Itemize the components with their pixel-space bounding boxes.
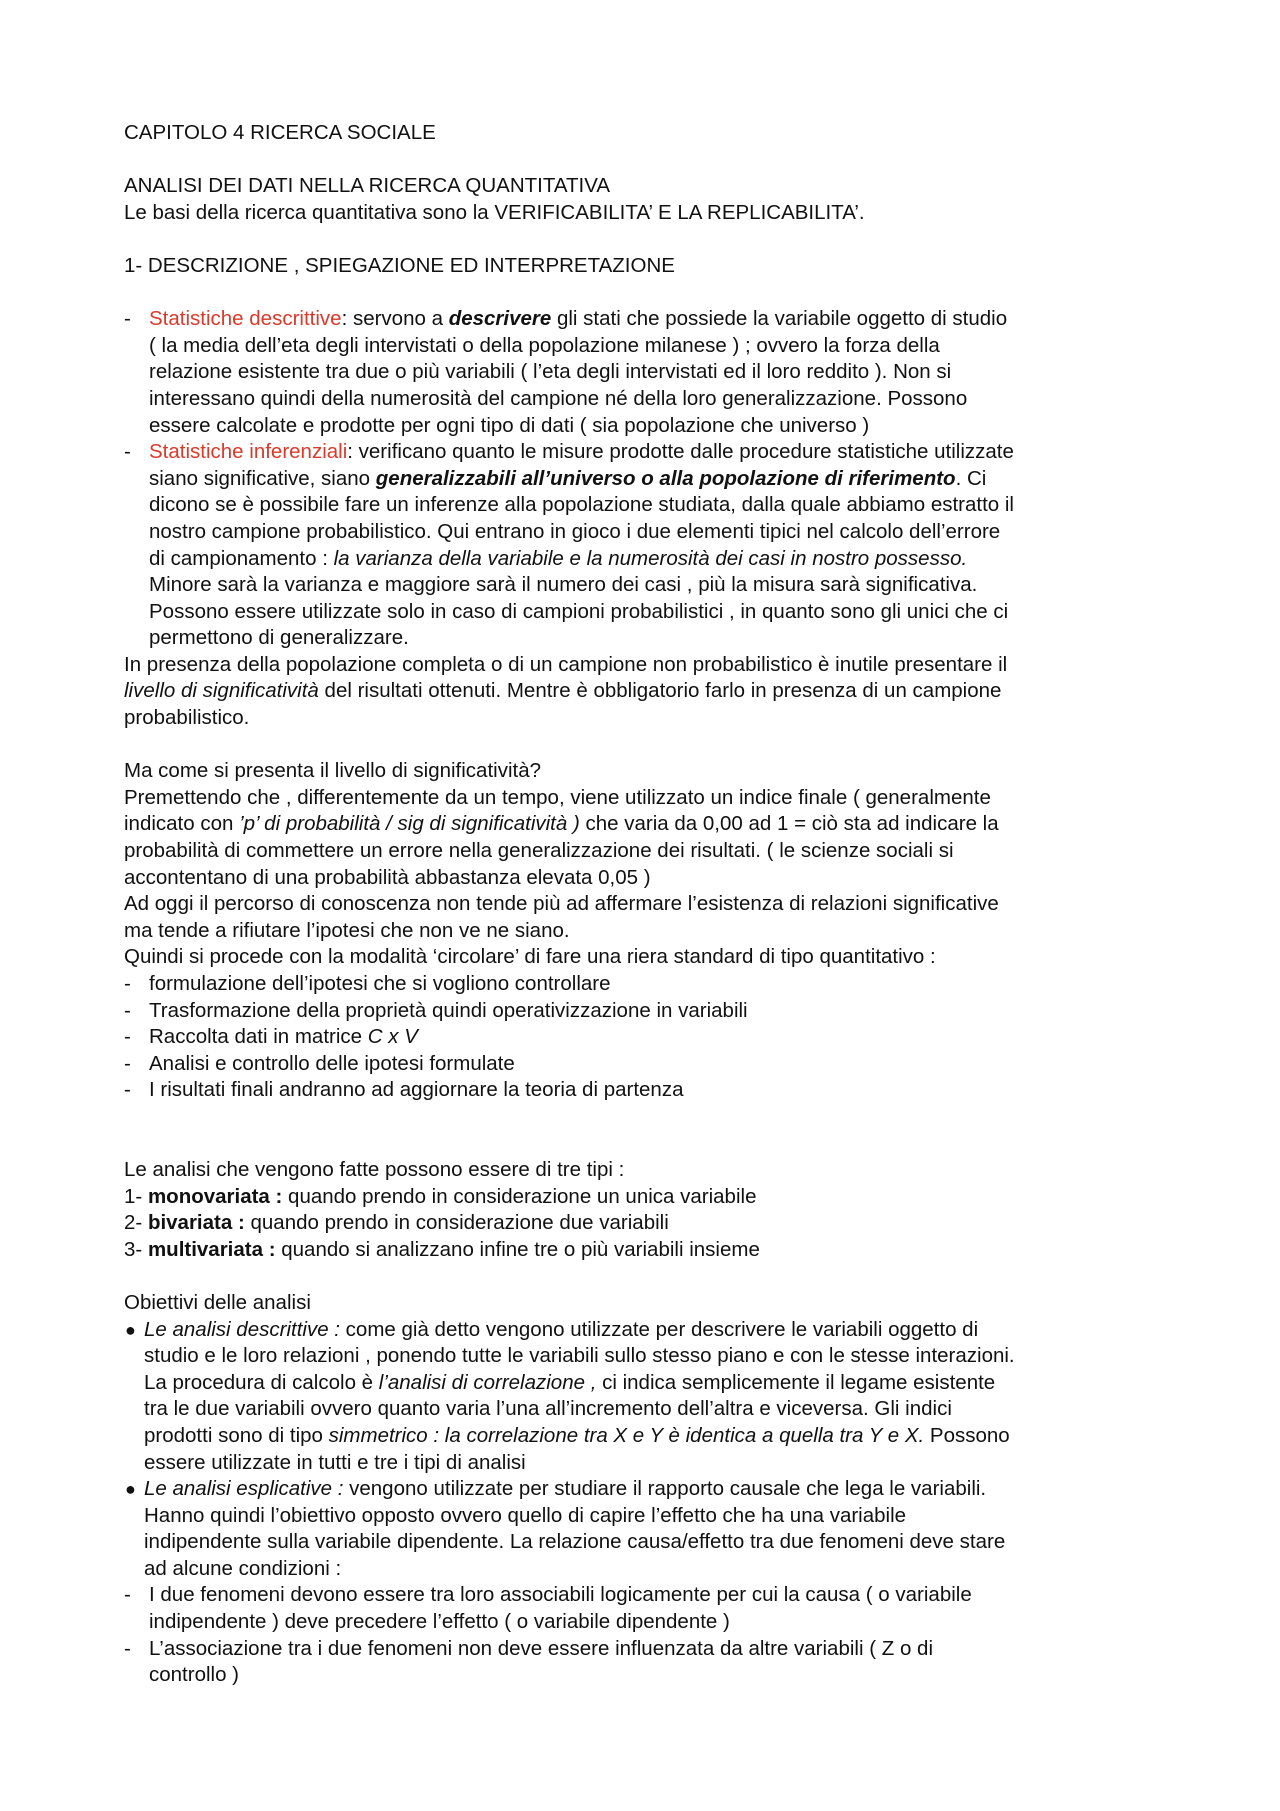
analysis-type-monovariata [124, 1184, 1184, 1211]
dash-marker: - [124, 1636, 131, 1660]
text-run: indicato con [124, 812, 240, 836]
text-line: indipendente sulla variabile dipendente. La relazione causa/effetto tra due fenomeni deve stare [144, 1530, 1006, 1554]
step-item [124, 1051, 1184, 1078]
italic-p-probabilita: ’p’ di probabilità / sig di significatività ) [239, 812, 580, 836]
term-analisi-descrittive: Le analisi descrittive : [144, 1317, 340, 1341]
list-item-statistiche-descrittive [124, 306, 1184, 439]
intro-paragraph: Le basi della ricerca quantitativa sono la VERIFICABILITA’ E LA REPLICABILITA’. [124, 200, 865, 224]
section-heading-descrizione: 1- DESCRIZIONE , SPIEGAZIONE ED INTERPRETAZIONE [124, 253, 675, 277]
text-run: 1- [124, 1184, 148, 1208]
chapter-title: CAPITOLO 4 RICERCA SOCIALE [124, 121, 436, 144]
text-run: 2- [124, 1211, 148, 1235]
term-multivariata: multivariata : [147, 1237, 276, 1261]
term-monovariata: monovariata : [147, 1184, 283, 1208]
text-line: ( la media dell’eta degli intervistati o della popolazione milanese ) ; ovvero la forza della [149, 333, 940, 357]
dash-marker: - [124, 972, 131, 995]
italic-simmetrico: simmetrico : la correlazione tra X e Y è identica a quella tra Y e X. [328, 1423, 925, 1447]
text-line: controllo ) [149, 1663, 240, 1687]
text-line: Premettendo che , differentemente da un tempo, viene utilizzato un indice finale ( generalmente [124, 785, 991, 809]
list-item-statistiche-inferenziali [124, 439, 1184, 652]
text-run: gli stati che possiede la variabile oggetto di studio [551, 307, 1008, 331]
dash-marker: - [124, 1078, 131, 1102]
text-line: relazione esistente tra due o più variabili ( l’eta degli intervistati ed il loro reddito ). Non si [149, 360, 952, 384]
text-run: siano significative, siano [149, 466, 376, 490]
bullet-analisi-esplicative [124, 1476, 1184, 1582]
text-run: ci indica semplicemente il legame esistente [596, 1370, 996, 1394]
step-item [124, 1024, 1184, 1051]
text-run: : servono a [341, 307, 449, 331]
dash-marker: - [124, 307, 131, 331]
text-line: Ad oggi il percorso di conoscenza non tende più ad affermare l’esistenza di relazioni significative [124, 892, 999, 916]
text-line: essere calcolate e prodotte per ogni tipo di dati ( sia popolazione che universo ) [149, 413, 870, 437]
dash-marker: - [124, 440, 131, 464]
text-run: quando si analizzano infine tre o più variabili insieme [275, 1237, 760, 1261]
document-page [124, 120, 1184, 1689]
bullet-marker: ● [125, 1479, 136, 1500]
text-run: . Ci [955, 466, 987, 490]
text-run: prodotti sono di tipo [144, 1423, 329, 1447]
text-run: quando prendo in considerazione due variabili [244, 1211, 669, 1235]
text-run: 3- [124, 1237, 148, 1261]
text-run: del risultati ottenuti. Mentre è obbligatorio farlo in presenza di un campione [318, 679, 1002, 703]
question-line: Ma come si presenta il livello di significatività? [124, 759, 542, 783]
text-line: essere utilizzate in tutti e tre i tipi di analisi [144, 1450, 526, 1474]
text-line: nostro campione probabilistico. Qui entrano in gioco i due elementi tipici nel calcolo dell’errore [149, 519, 1001, 543]
text-line: probabilità di commettere un errore nella generalizzazione dei risultati. ( le scienze sociali si [124, 839, 954, 863]
text-run: quando prendo in considerazione un unica variabile [282, 1184, 757, 1208]
section-heading-analisi: ANALISI DEI DATI NELLA RICERCA QUANTITATIVA [124, 174, 611, 198]
text-line: indipendente ) deve precedere l’effetto ( o variabile dipendente ) [149, 1610, 730, 1634]
text-line: Minore sarà la varianza e maggiore sarà il numero dei casi , più la misura sarà significativa. [149, 573, 978, 597]
text-line: Hanno quindi l’obiettivo opposto ovvero quello di capire l’effetto che ha una variabile [144, 1503, 907, 1527]
text-line: In presenza della popolazione completa o di un campione non probabilistico è inutile presentare il [124, 652, 1008, 676]
term-bivariata: bivariata : [147, 1211, 245, 1235]
text-line: Quindi si procede con la modalità ‘circolare’ di fare una riera standard di tipo quantitativo : [124, 945, 936, 969]
text-line: L’associazione tra i due fenomeni non deve essere influenzata da altre variabili ( Z o di [149, 1636, 934, 1660]
step-text: formulazione dell’ipotesi che si vogliono controllare [149, 972, 611, 995]
text-line: dicono se è possibile fare un inferenze alla popolazione studiata, dalla quale abbiamo estratto il [149, 493, 1014, 517]
emphasis-generalizzabili: generalizzabili all’universo o alla popolazione di riferimento [375, 466, 956, 490]
italic-livello-significativita: livello di significatività [124, 679, 319, 703]
bullet-analisi-descrittive [124, 1317, 1184, 1477]
text-line: probabilistico. [124, 706, 250, 730]
text-run: come già detto vengono utilizzate per descrivere le variabili oggetto di [339, 1317, 979, 1341]
dash-marker: - [124, 998, 131, 1022]
text-run: La procedura di calcolo è [144, 1370, 379, 1394]
term-analisi-esplicative: Le analisi esplicative : [144, 1477, 344, 1501]
text-line: interessano quindi della numerosità del campione né della loro generalizzazione. Possono [149, 386, 968, 410]
analysis-types-intro: Le analisi che vengono fatte possono essere di tre tipi : [124, 1157, 625, 1181]
step-text: Trasformazione della proprietà quindi operativizzazione in variabili [149, 998, 748, 1022]
text-line: studio e le loro relazioni , ponendo tutte le variabili sullo stesso piano e con le stesse interazioni. [144, 1344, 1015, 1368]
text-line: tra le due variabili ovvero quanto varia l’una all’incremento dell’altra e viceversa. Gli indici [144, 1397, 952, 1421]
step-item [124, 998, 1184, 1025]
text-line: I due fenomeni devono essere tra loro associabili logicamente per cui la causa ( o variabile [149, 1583, 972, 1607]
text-line: permettono di generalizzare. [149, 626, 409, 650]
step-text: Raccolta dati in matrice [149, 1025, 368, 1049]
analysis-type-bivariata [124, 1210, 1184, 1237]
step-text: Analisi e controllo delle ipotesi formulate [149, 1051, 515, 1075]
text-run: Possono [924, 1423, 1010, 1447]
step-text: I risultati finali andranno ad aggiornare la teoria di partenza [149, 1078, 684, 1102]
text-run: di campionamento : [149, 546, 334, 570]
italic-varianza: la varianza della variabile e la numerosità dei casi in nostro possesso. [333, 546, 968, 570]
italic-analisi-correlazione: l’analisi di correlazione , [378, 1370, 597, 1394]
term-statistiche-descrittive: Statistiche descrittive [149, 307, 342, 331]
italic-matrice: C x V [367, 1025, 418, 1049]
bullet-marker: ● [125, 1319, 136, 1340]
text-run: vengono utilizzate per studiare il rapporto causale che lega le variabili. [343, 1477, 987, 1501]
term-statistiche-inferenziali: Statistiche inferenziali [149, 440, 348, 464]
condition-item [124, 1582, 1184, 1635]
text-run: : verificano quanto le misure prodotte dalle procedure statistiche utilizzate [347, 440, 1014, 464]
dash-marker: - [124, 1051, 131, 1075]
analysis-type-multivariata [124, 1237, 1184, 1264]
text-line: Possono essere utilizzate solo in caso di campioni probabilistici , in quanto sono gli unici che ci [149, 599, 1009, 623]
step-item [124, 1077, 1184, 1104]
emphasis-descrivere: descrivere [448, 307, 552, 331]
section-heading-obiettivi: Obiettivi delle analisi [124, 1290, 311, 1314]
text-run: che varia da 0,00 ad 1 = ciò sta ad indicare la [579, 812, 999, 836]
dash-marker: - [124, 1025, 131, 1049]
text-line: accontentano di una probabilità abbastanza elevata 0,05 ) [124, 865, 651, 889]
dash-marker: - [124, 1583, 131, 1607]
condition-item [124, 1636, 1184, 1689]
text-line: ma tende a rifiutare l’ipotesi che non ve ne siano. [124, 918, 570, 942]
text-line: ad alcune condizioni : [144, 1556, 342, 1580]
step-item [124, 971, 1184, 998]
